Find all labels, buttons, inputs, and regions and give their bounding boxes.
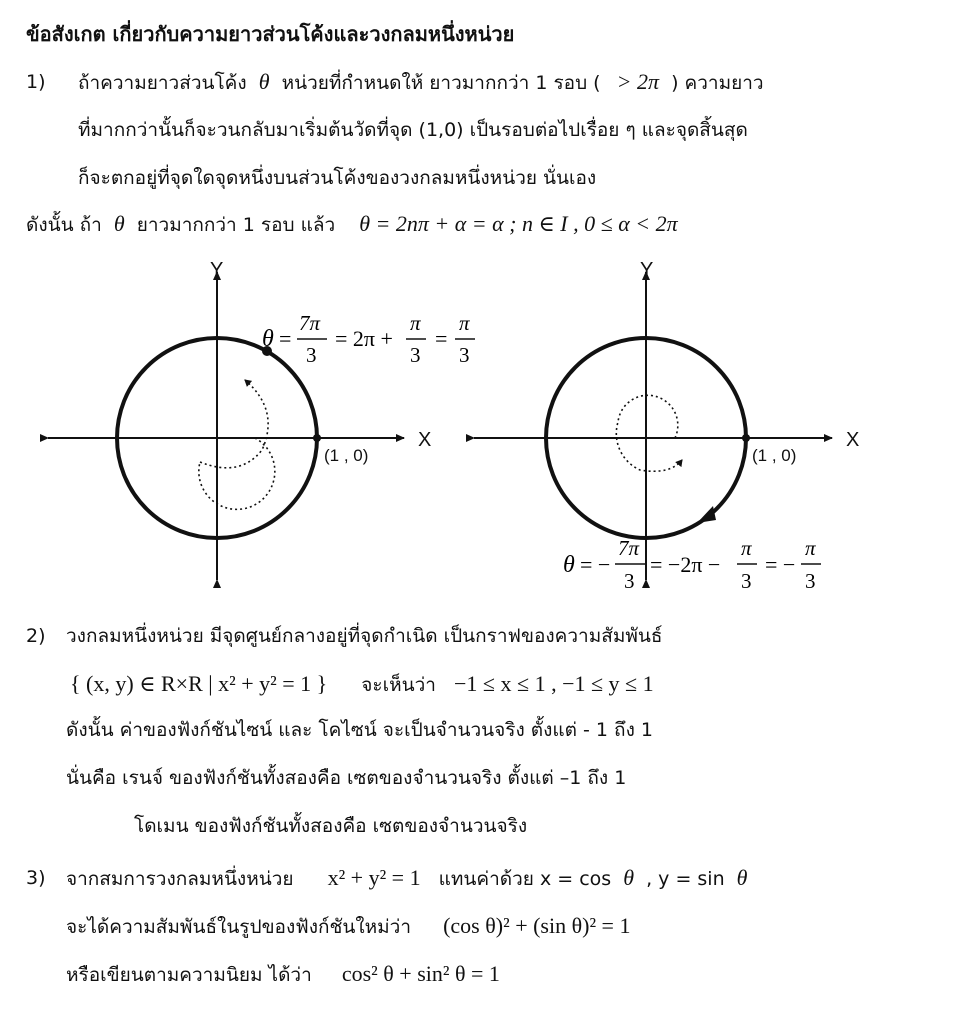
item1-text-c: ) ความยาว: [671, 72, 764, 94]
theta-symbol: θ: [736, 865, 748, 890]
identity-equation: (cos θ)² + (sin θ)² = 1: [443, 913, 631, 938]
eq-eq-minus: = −: [580, 552, 611, 577]
item1-number: 1): [26, 71, 46, 93]
eq-num3: π: [459, 311, 470, 335]
eq-den1: 3: [306, 343, 317, 367]
point-1-0: [742, 434, 750, 442]
endpoint-arrow: [697, 506, 716, 523]
page-title: ข้อสังเกต เกี่ยวกับความยาวส่วนโค้งและวงกลมหนึ่งหน่วย: [26, 22, 515, 46]
eq-theta: θ: [563, 552, 575, 578]
eq-equals: =: [279, 326, 292, 351]
eq-den2: 3: [741, 569, 752, 593]
rotation-spiral: [616, 395, 682, 471]
item3-line1: [66, 866, 747, 891]
eq-den3: 3: [805, 569, 816, 593]
eq-num2: π: [741, 536, 752, 560]
item2-line5: โดเมน ของฟังก์ชันทั้งสองคือ เซตของจำนวนจริง: [134, 815, 528, 837]
item2-text-b: จะเห็นว่า: [361, 674, 436, 696]
eq-num2: π: [410, 311, 421, 335]
unit-circle-set: { (x, y) ∈ R×R | x² + y² = 1 }: [70, 671, 328, 696]
y-axis-label: Y: [210, 259, 224, 281]
item1-line1: [78, 70, 764, 95]
x-axis-label: X: [846, 429, 860, 451]
eq-mid: = 2π +: [335, 326, 393, 351]
therefore-text-b: ยาวมากกว่า 1 รอบ แล้ว: [136, 214, 336, 236]
item1-line2: ที่มากกว่านั้นก็จะวนกลับมาเริ่มต้นวัดที่จุด (1,0) เป็นรอบต่อไปเรื่อย ๆ และจุดสิ้นสุด: [78, 119, 748, 141]
eq-eq2: = −: [765, 552, 796, 577]
eq-den1: 3: [624, 569, 635, 593]
rotation-spiral: [199, 380, 275, 509]
item2-line3: ดังนั้น ค่าของฟังก์ชันไซน์ และ โคไซน์ จะเป็นจำนวนจริง ตั้งแต่ - 1 ถึง 1: [66, 719, 653, 741]
item1-text-b: หน่วยที่กำหนดให้ ยาวมากกว่า 1 รอบ (: [281, 72, 601, 94]
item3-text-c: , y = sin: [646, 868, 725, 890]
item3-text-l3: หรือเขียนตามความนิยม ได้ว่า: [66, 964, 312, 986]
eq-num3: π: [805, 536, 816, 560]
item3-text-a: จากสมการวงกลมหนึ่งหน่วย: [66, 868, 294, 890]
eq-equals2: =: [435, 326, 448, 351]
left-figure: [48, 259, 475, 580]
eq-den2: 3: [410, 343, 421, 367]
eq-theta: θ: [262, 326, 274, 352]
item3-line2: [66, 914, 630, 939]
item3-text-b: แทนค่าด้วย x = cos: [438, 868, 612, 890]
item3-line3: [66, 962, 500, 987]
x-axis-label: X: [418, 429, 432, 451]
therefore-text-a: ดังนั้น ถ้า: [26, 214, 102, 236]
item2-number: 2): [26, 625, 46, 647]
point-label: (1 , 0): [752, 446, 797, 465]
eq-mid: = −2π −: [650, 552, 721, 577]
eq-num1: 7π: [618, 536, 640, 560]
theta-symbol: θ: [623, 865, 635, 890]
item1-text-a: ถ้าความยาวส่วนโค้ง: [78, 72, 247, 94]
range-inequality: −1 ≤ x ≤ 1 , −1 ≤ y ≤ 1: [454, 671, 654, 696]
point-1-0: [313, 434, 321, 442]
item3-number: 3): [26, 867, 46, 889]
y-axis-label: Y: [640, 259, 654, 281]
item2-line4: นั่นคือ เรนจ์ ของฟังก์ชันทั้งสองคือ เซตของจำนวนจริง ตั้งแต่ –1 ถึง 1: [66, 767, 627, 789]
right-figure: [474, 259, 859, 593]
theta-formula: θ = 2nπ + α = α ; n ∈ I , 0 ≤ α < 2π: [359, 211, 678, 236]
item1-line3: ก็จะตกอยู่ที่จุดใดจุดหนึ่งบนส่วนโค้งของวงกลมหนึ่งหน่วย นั่นเอง: [78, 167, 597, 189]
circle-equation: x² + y² = 1: [327, 865, 421, 890]
point-label: (1 , 0): [324, 446, 369, 465]
item2-line1: วงกลมหนึ่งหน่วย มีจุดศูนย์กลางอยู่ที่จุดกำเนิด เป็นกราฟของความสัมพันธ์: [66, 625, 663, 647]
greater-two-pi: > 2π: [616, 69, 660, 94]
eq-den3: 3: [459, 343, 470, 367]
unit-circle-figures: [0, 250, 955, 610]
pythagorean-identity: cos² θ + sin² θ = 1: [341, 961, 500, 986]
eq-num1: 7π: [299, 311, 321, 335]
theta-symbol: θ: [258, 69, 270, 94]
item2-line2: [70, 672, 654, 697]
theta-symbol: θ: [113, 211, 125, 236]
therefore-line: [26, 212, 678, 237]
item3-text-l2: จะได้ความสัมพันธ์ในรูปของฟังก์ชันใหม่ว่า: [66, 916, 412, 938]
